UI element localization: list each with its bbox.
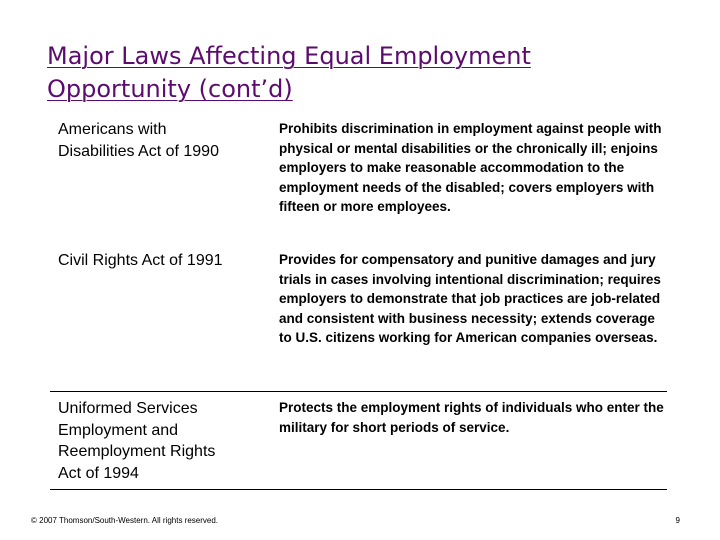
law-name-userra — [58, 398, 258, 484]
law-name-ada — [58, 119, 258, 162]
page-number: 9 — [675, 516, 680, 525]
law-name-line: Disabilities Act of 1990 — [58, 142, 219, 160]
slide-title — [47, 40, 607, 106]
law-name-line: Civil Rights Act of 1991 — [58, 252, 223, 269]
table-bottom-rule — [50, 489, 667, 490]
law-name-line: Employment and — [58, 421, 179, 439]
law-name-line: Uniformed Services — [58, 400, 198, 417]
law-description-ada: Prohibits discrimination in employment against people with physical or mental disabilities or the chronically ill; enjoins employers to make reasonable accommodation to the employment needs of the disabled; covers employers with fifteen or more employees. — [279, 121, 662, 215]
law-name-line: Americans with — [58, 121, 167, 138]
law-description-userra: Protects the employment rights of individuals who enter the military for short periods of service. — [279, 400, 664, 435]
law-description-civil-rights-1991: Provides for compensatory and punitive damages and jury trials in cases involving intentional discrimination; requires employers to demonstrate that job practices are job-related and consistent with business necessity; extends coverage to U.S. citizens working for American companies overseas. — [279, 252, 661, 346]
law-name-line: Reemployment Rights — [58, 443, 216, 460]
copyright-notice: © 2007 Thomson/South-Western. All rights reserved. — [31, 516, 219, 525]
law-name-line: Act of 1994 — [58, 464, 139, 482]
row-divider — [50, 391, 667, 392]
slide-title-line-2: Opportunity (cont’d) — [47, 75, 293, 103]
law-name-civil-rights-1991 — [58, 250, 258, 272]
slide-title-line-1: Major Laws Affecting Equal Employment — [47, 42, 531, 70]
